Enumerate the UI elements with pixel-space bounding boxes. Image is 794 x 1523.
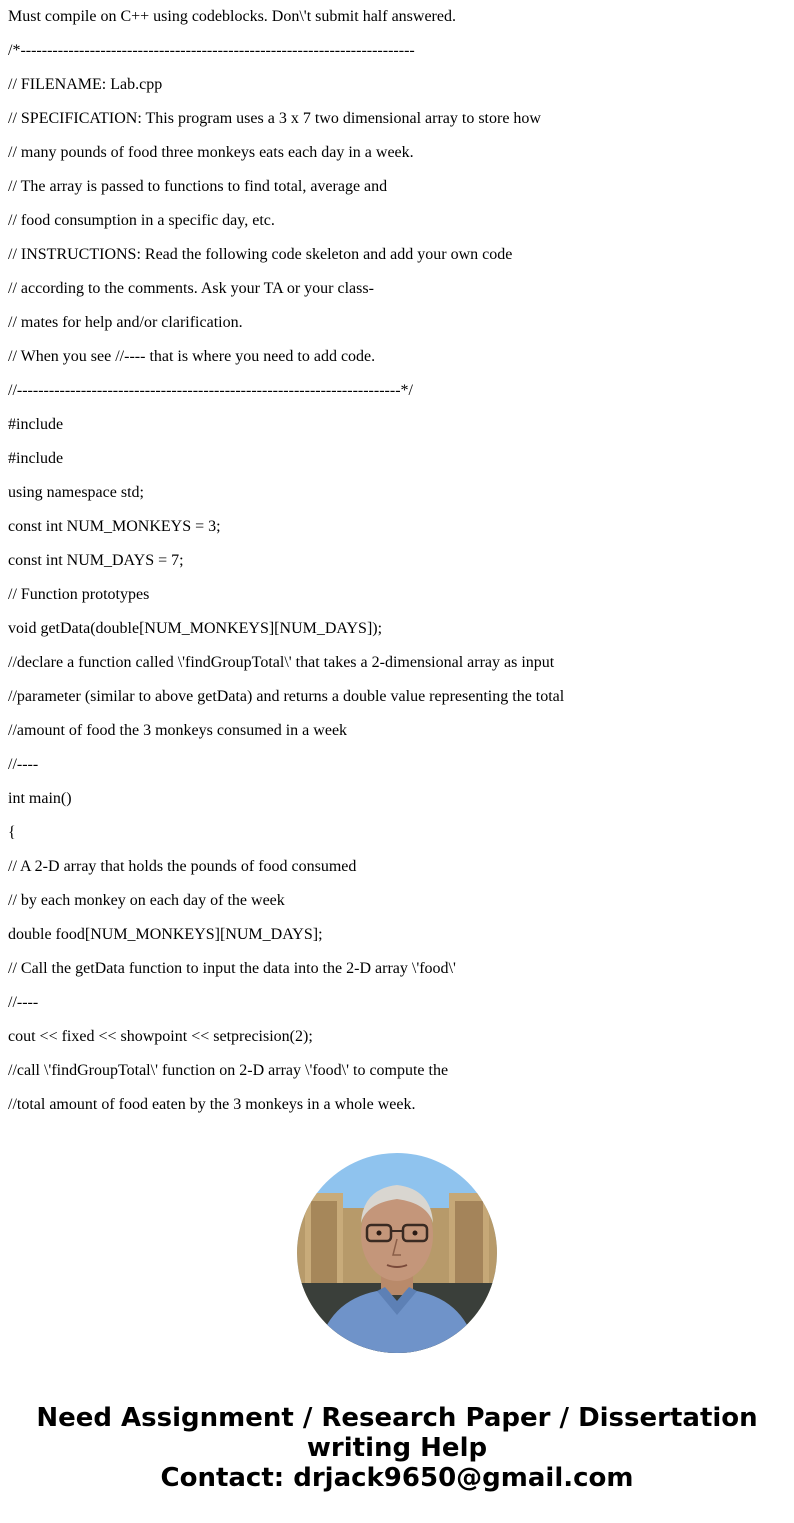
- code-line: //total amount of food eaten by the 3 monkeys in a whole week.: [8, 1096, 416, 1113]
- code-line: // INSTRUCTIONS: Read the following code skeleton and add your own code: [8, 246, 513, 263]
- code-line: // SPECIFICATION: This program uses a 3 x 7 two dimensional array to store how: [8, 110, 541, 127]
- banner-contact-line: Contact: drjack9650@gmail.com: [160, 1463, 634, 1493]
- code-line: //amount of food the 3 monkeys consumed in a week: [8, 722, 348, 739]
- code-line: cout << fixed << showpoint << setprecision(2);: [8, 1028, 313, 1045]
- code-line: // according to the comments. Ask your TA or your class-: [8, 280, 374, 297]
- avatar: [297, 1153, 497, 1353]
- banner-line-1: Need Assignment / Research Paper / Dissertation: [36, 1403, 758, 1433]
- code-line: /*--------------------------------------------------------------------------: [8, 42, 415, 59]
- code-line: // food consumption in a specific day, etc.: [8, 212, 275, 229]
- code-line: // Function prototypes: [8, 586, 150, 603]
- code-line: #include: [8, 450, 64, 467]
- code-line: // Call the getData function to input the data into the 2-D array \'food\': [8, 960, 456, 977]
- document-body: [8, 0, 788, 1122]
- banner-line-2: writing Help: [306, 1433, 488, 1463]
- code-line: // A 2-D array that holds the pounds of food consumed: [8, 858, 357, 875]
- code-line: //------------------------------------------------------------------------*/: [8, 382, 413, 399]
- code-line: double food[NUM_MONKEYS][NUM_DAYS];: [8, 926, 323, 943]
- code-line: // When you see //---- that is where you need to add code.: [8, 348, 376, 365]
- code-line: // mates for help and/or clarification.: [8, 314, 243, 331]
- code-line: const int NUM_DAYS = 7;: [8, 552, 184, 569]
- code-line: using namespace std;: [8, 484, 144, 501]
- code-line: // FILENAME: Lab.cpp: [8, 76, 163, 93]
- code-line: //declare a function called \'findGroupTotal\' that takes a 2-dimensional array as input: [8, 654, 555, 671]
- code-line: //----: [8, 994, 39, 1011]
- contact-banner: [0, 1403, 794, 1493]
- code-line: const int NUM_MONKEYS = 3;: [8, 518, 221, 535]
- code-line: {: [8, 824, 16, 841]
- code-line: //parameter (similar to above getData) and returns a double value representing the total: [8, 688, 565, 705]
- code-line: #include: [8, 416, 64, 433]
- code-line: // The array is passed to functions to find total, average and: [8, 178, 388, 195]
- code-line: // many pounds of food three monkeys eats each day in a week.: [8, 144, 414, 161]
- code-line: void getData(double[NUM_MONKEYS][NUM_DAYS]);: [8, 620, 383, 637]
- code-line: //----: [8, 756, 39, 773]
- code-line: //call \'findGroupTotal\' function on 2-D array \'food\' to compute the: [8, 1062, 449, 1079]
- person-photo-icon: [297, 1153, 497, 1353]
- code-line: Must compile on C++ using codeblocks. Don\'t submit half answered.: [8, 8, 456, 25]
- code-line: // by each monkey on each day of the week: [8, 892, 285, 909]
- code-line: int main(): [8, 790, 72, 807]
